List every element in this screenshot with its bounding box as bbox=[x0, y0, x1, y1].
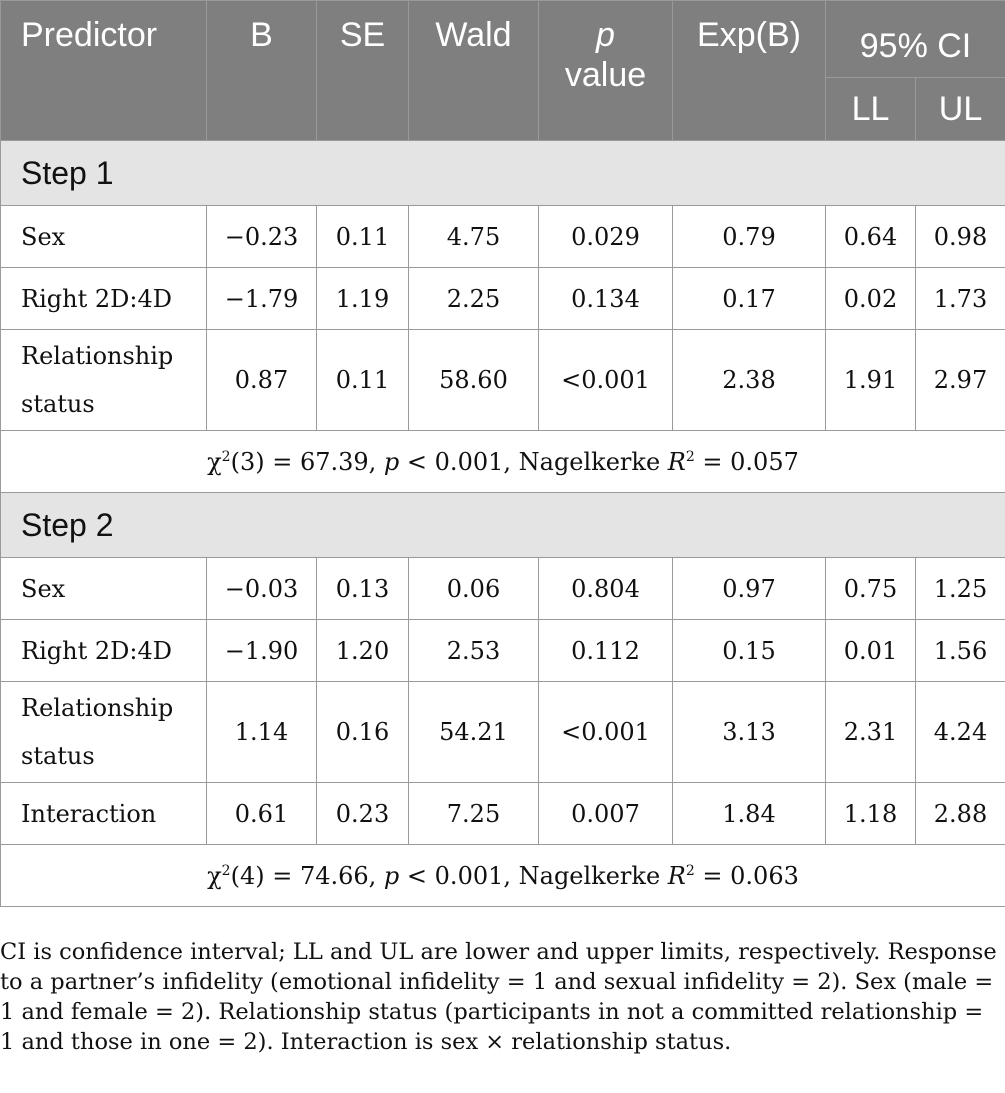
cell-ul: 2.88 bbox=[916, 783, 1005, 845]
cell-wald: 4.75 bbox=[409, 206, 539, 268]
cell-p: 0.029 bbox=[539, 206, 673, 268]
table-row bbox=[1, 330, 1005, 431]
predictor-line-1: Relationship bbox=[21, 694, 174, 722]
cell-se: 0.13 bbox=[317, 558, 409, 620]
p-letter: p bbox=[383, 447, 400, 476]
cell-expb: 0.79 bbox=[673, 206, 826, 268]
header-ul: UL bbox=[916, 78, 1005, 141]
cell-wald: 0.06 bbox=[409, 558, 539, 620]
r-value: = 0.057 bbox=[694, 447, 799, 476]
cell-ll: 0.01 bbox=[826, 620, 916, 682]
cell-predictor: Interaction bbox=[1, 783, 207, 845]
cell-b: 0.61 bbox=[207, 783, 317, 845]
header-p-value bbox=[539, 1, 673, 141]
cell-b: −0.23 bbox=[207, 206, 317, 268]
table-header bbox=[1, 1, 1005, 141]
step-2-title: Step 2 bbox=[1, 493, 1005, 558]
p-text: < 0.001, Nagelkerke bbox=[399, 861, 668, 890]
cell-se: 0.11 bbox=[317, 206, 409, 268]
cell-predictor: Sex bbox=[1, 206, 207, 268]
cell-predictor: Right 2D:4D bbox=[1, 268, 207, 330]
cell-ul: 2.97 bbox=[916, 330, 1005, 431]
header-se: SE bbox=[317, 1, 409, 141]
step-2-summary-row bbox=[1, 845, 1005, 907]
cell-ul: 4.24 bbox=[916, 682, 1005, 783]
header-wald: Wald bbox=[409, 1, 539, 141]
table-row bbox=[1, 206, 1005, 268]
cell-p: 0.134 bbox=[539, 268, 673, 330]
superscript: 2 bbox=[685, 862, 695, 879]
p-text: < 0.001, Nagelkerke bbox=[399, 447, 668, 476]
cell-ul: 1.56 bbox=[916, 620, 1005, 682]
table-row bbox=[1, 682, 1005, 783]
cell-ll: 1.91 bbox=[826, 330, 916, 431]
header-p-word: value bbox=[564, 56, 647, 94]
step-1-title: Step 1 bbox=[1, 141, 1005, 206]
chi-value: (4) = 74.66, bbox=[230, 861, 384, 890]
cell-p: 0.804 bbox=[539, 558, 673, 620]
cell-se: 0.11 bbox=[317, 330, 409, 431]
cell-p: 0.112 bbox=[539, 620, 673, 682]
cell-wald: 2.25 bbox=[409, 268, 539, 330]
cell-expb: 0.17 bbox=[673, 268, 826, 330]
cell-p: 0.007 bbox=[539, 783, 673, 845]
cell-ll: 0.64 bbox=[826, 206, 916, 268]
header-ll: LL bbox=[826, 78, 916, 141]
cell-b: −1.90 bbox=[207, 620, 317, 682]
table-row bbox=[1, 783, 1005, 845]
cell-ll: 1.18 bbox=[826, 783, 916, 845]
header-p-italic: p bbox=[596, 16, 615, 54]
step-2-row bbox=[1, 493, 1005, 558]
cell-ll: 0.75 bbox=[826, 558, 916, 620]
cell-se: 0.23 bbox=[317, 783, 409, 845]
cell-ul: 1.73 bbox=[916, 268, 1005, 330]
predictor-line-2: status bbox=[21, 742, 95, 770]
predictor-line-2: status bbox=[21, 390, 95, 418]
cell-predictor bbox=[1, 330, 207, 431]
step-1-model-fit bbox=[1, 431, 1005, 493]
cell-expb: 0.97 bbox=[673, 558, 826, 620]
cell-predictor: Sex bbox=[1, 558, 207, 620]
cell-b: 0.87 bbox=[207, 330, 317, 431]
cell-b: −1.79 bbox=[207, 268, 317, 330]
cell-ll: 0.02 bbox=[826, 268, 916, 330]
header-b: B bbox=[207, 1, 317, 141]
chi-symbol: χ bbox=[207, 447, 222, 476]
superscript: 2 bbox=[221, 862, 231, 879]
table-row bbox=[1, 268, 1005, 330]
r-letter: R bbox=[667, 447, 686, 476]
header-ci: 95% CI bbox=[826, 1, 1005, 78]
cell-p: <0.001 bbox=[539, 682, 673, 783]
table-row bbox=[1, 558, 1005, 620]
superscript: 2 bbox=[685, 448, 695, 465]
chi-symbol: χ bbox=[207, 861, 222, 890]
cell-predictor bbox=[1, 682, 207, 783]
header-expb: Exp(B) bbox=[673, 1, 826, 141]
header-predictor: Predictor bbox=[1, 1, 207, 141]
cell-wald: 2.53 bbox=[409, 620, 539, 682]
cell-expb: 1.84 bbox=[673, 783, 826, 845]
table-footnote: CI is confidence interval; LL and UL are lower and upper limits, respectively. Response to a partner’s infidelity (emotional infidelity = 1 and sexual infidelity = 2). Sex (male = 1 and female = 2). Relationship status (participants in not a committed relationship = 1 and those in one = 2). Interaction is sex × relationship status. bbox=[0, 939, 997, 1055]
cell-expb: 2.38 bbox=[673, 330, 826, 431]
cell-b: −0.03 bbox=[207, 558, 317, 620]
p-letter: p bbox=[383, 861, 400, 890]
cell-wald: 54.21 bbox=[409, 682, 539, 783]
cell-se: 1.19 bbox=[317, 268, 409, 330]
chi-value: (3) = 67.39, bbox=[230, 447, 384, 476]
cell-ll: 2.31 bbox=[826, 682, 916, 783]
step-2-model-fit bbox=[1, 845, 1005, 907]
cell-predictor: Right 2D:4D bbox=[1, 620, 207, 682]
cell-b: 1.14 bbox=[207, 682, 317, 783]
cell-wald: 58.60 bbox=[409, 330, 539, 431]
cell-p: <0.001 bbox=[539, 330, 673, 431]
cell-se: 1.20 bbox=[317, 620, 409, 682]
superscript: 2 bbox=[221, 448, 231, 465]
table-row bbox=[1, 620, 1005, 682]
r-value: = 0.063 bbox=[694, 861, 799, 890]
predictor-line-1: Relationship bbox=[21, 342, 174, 370]
r-letter: R bbox=[667, 861, 686, 890]
cell-expb: 0.15 bbox=[673, 620, 826, 682]
cell-ul: 1.25 bbox=[916, 558, 1005, 620]
step-1-row bbox=[1, 141, 1005, 206]
cell-expb: 3.13 bbox=[673, 682, 826, 783]
cell-wald: 7.25 bbox=[409, 783, 539, 845]
cell-ul: 0.98 bbox=[916, 206, 1005, 268]
step-1-summary-row bbox=[1, 431, 1005, 493]
cell-se: 0.16 bbox=[317, 682, 409, 783]
